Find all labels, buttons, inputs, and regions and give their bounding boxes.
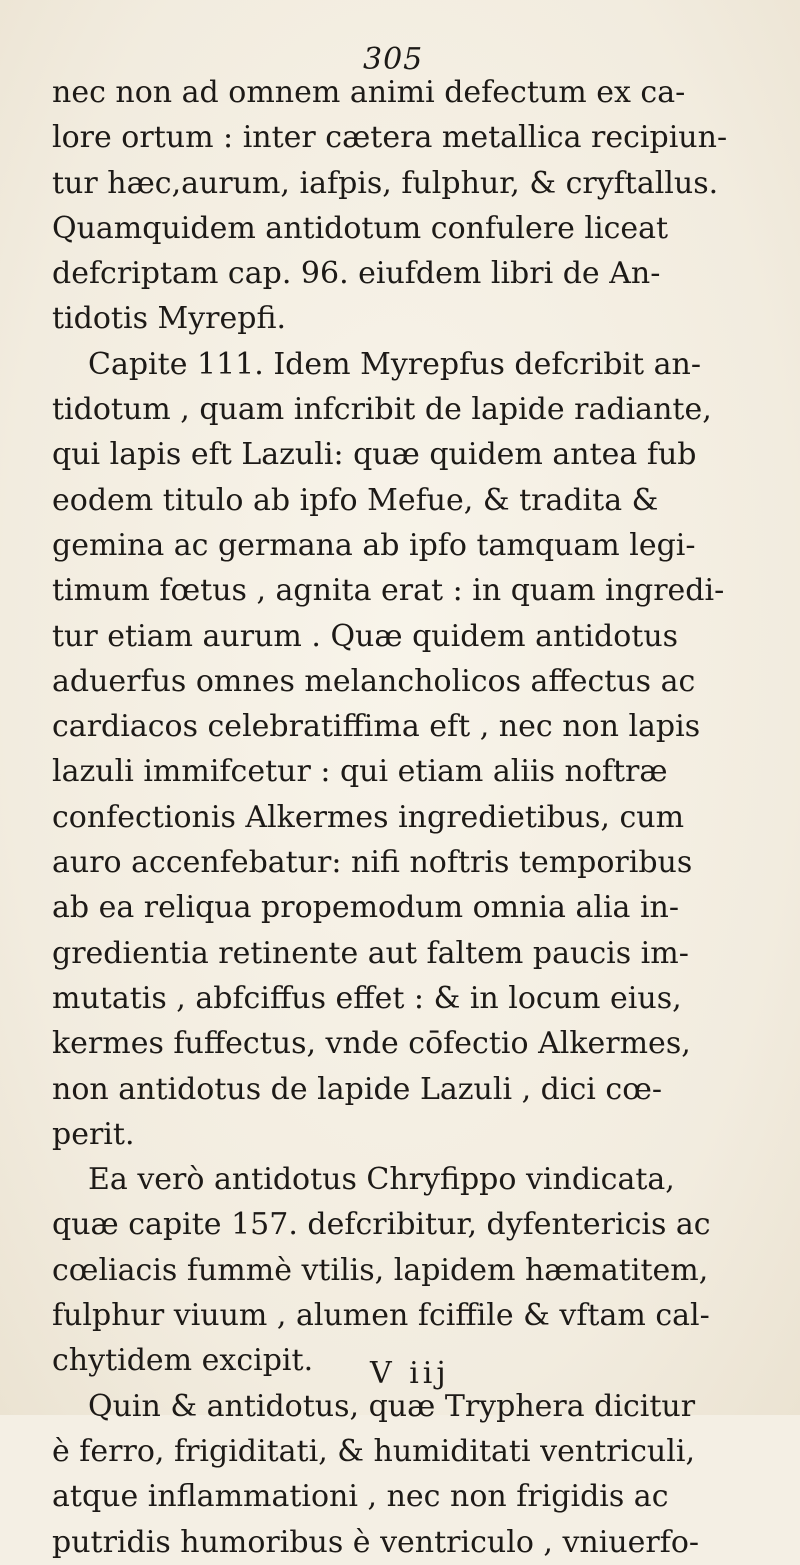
paragraph-start-line: Capite 111. Idem Myrepfus defcribit an- [88,346,701,382]
text-line: tur etiam aurum . Quæ quidem antidotus [52,618,679,654]
text-line: Quamquidem antidotum confulere liceat [52,210,669,246]
text-line: non antidotus de lapide Lazuli , dici cœ- [52,1071,663,1107]
text-line: gredientia retinente aut faltem paucis im- [52,935,689,971]
text-line: chytidem excipit. [52,1343,314,1379]
text-line: nec non ad omnem animi defectum ex ca- [52,75,686,110]
text-line: eodem titulo ab ipfo Mefue, & tradita & [52,482,659,518]
text-line: gemina ac germana ab ipfo tamquam legi- [52,527,696,563]
text-line: quæ capite 157. defcribitur, dyfentericis ac [52,1207,711,1243]
text-line: kermes fuffectus, vnde cōfectio Alkermes, [52,1026,691,1062]
text-line: tidotis Myrepfi. [52,301,287,337]
text-line: cardiacos celebratiffima eft , nec non lapis [52,709,701,745]
text-line: mutatis , abfciffus effet : & in locum eius, [52,980,682,1016]
text-line: lore ortum : inter cætera metallica recipiun- [52,120,728,156]
text-line: fulphur viuum , alumen fciffile & vftam cal- [52,1298,710,1334]
text-line: tur hæc,aurum, iafpis, fulphur, & cryftallus. [52,165,719,201]
text-line: auro accenfebatur: nifi noftris temporibus [52,845,693,881]
text-line: aduerfus omnes melancholicos affectus ac [52,663,696,699]
signature-mark: V iij [370,1356,450,1391]
paragraph-start-line: Ea verò antidotus Chryfippo vindicata, [88,1162,675,1198]
text-line: tidotum , quam infcribit de lapide radiante, [52,392,712,428]
text-line: atque inflammationi , nec non frigidis ac [52,1479,669,1515]
text-line: perit. [52,1116,135,1152]
text-line: confectionis Alkermes ingredietibus, cum [52,799,685,835]
text-line: timum fœtus , agnita erat : in quam ingredi- [52,573,725,609]
text-line: è ferro, frigiditati, & humiditati ventriculi, [52,1433,695,1469]
text-line: putridis humoribus è ventriculo , vniuerfo- [52,1524,700,1560]
page-number: 305 [363,42,424,77]
text-line: cœliacis fummè vtilis, lapidem hæmatitem, [52,1252,709,1288]
body-text [52,70,752,1565]
paragraph-start-line: Quin & antidotus, quæ Tryphera dicitur [88,1388,696,1424]
text-line: defcriptam cap. 96. eiufdem libri de An- [52,256,661,292]
text-line: lazuli immifcetur : qui etiam aliis noftræ [52,754,668,790]
text-line: qui lapis eft Lazuli: quæ quidem antea fub [52,437,697,473]
text-line: ab ea reliqua propemodum omnia alia in- [52,890,680,926]
